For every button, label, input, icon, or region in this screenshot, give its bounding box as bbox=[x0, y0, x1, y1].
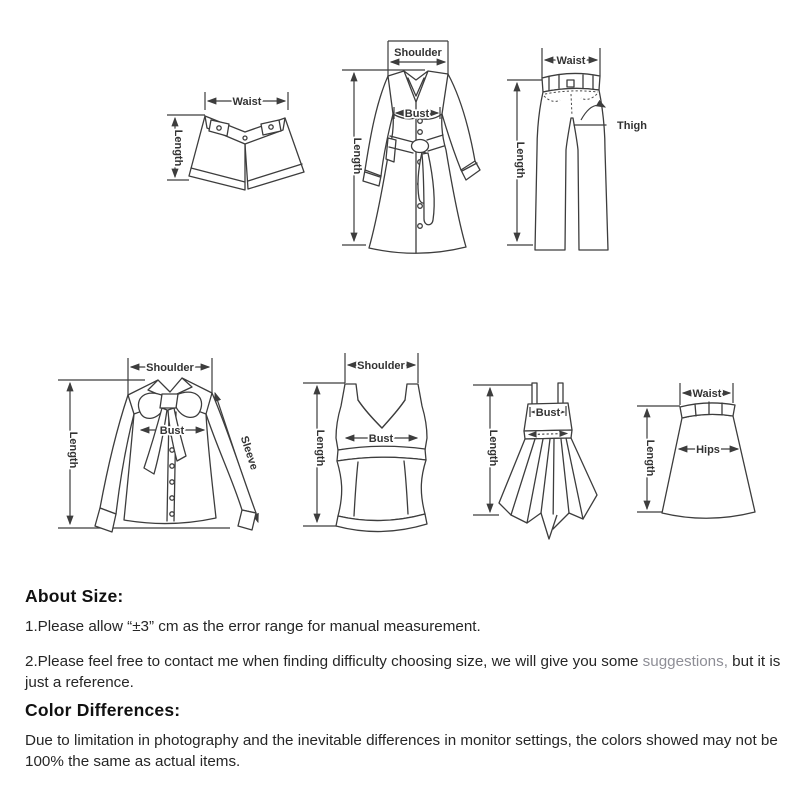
dress-length-label: Length bbox=[487, 429, 499, 467]
pants-diagram bbox=[495, 40, 665, 265]
size-note-1: 1.Please allow “±3” cm as the error range for manual measurement. bbox=[25, 618, 481, 635]
shirt-sleeve-label: Sleeve bbox=[237, 434, 260, 472]
size-note-2-gray-word: suggestions, bbox=[642, 652, 728, 670]
tank-bust-label: Bust bbox=[368, 433, 394, 445]
color-differences-heading: Color Differences: bbox=[25, 699, 181, 720]
coat-bust-label: Bust bbox=[404, 108, 430, 120]
tank-shoulder-label: Shoulder bbox=[357, 360, 405, 372]
pants-thigh-label: Thigh bbox=[617, 120, 647, 132]
tank-top-diagram bbox=[288, 348, 453, 543]
notes-section bbox=[25, 586, 787, 786]
pants-length-label: Length bbox=[514, 141, 526, 179]
about-size-heading: About Size: bbox=[25, 586, 124, 606]
size-note-2 bbox=[25, 651, 787, 694]
shirt-bust-label: Bust bbox=[159, 425, 185, 437]
shirt-diagram bbox=[50, 350, 265, 565]
skirt-length-label: Length bbox=[644, 439, 656, 477]
tank-length-label: Length bbox=[314, 429, 326, 467]
coat-length-label: Length bbox=[351, 137, 363, 175]
color-note: Due to limitation in photography and the inevitable differences in monitor settings, the colors showed may not be 100% the same as actual items. bbox=[25, 731, 778, 771]
skirt-diagram bbox=[610, 368, 765, 528]
dress-bust-label: Bust bbox=[535, 407, 561, 419]
dress-diagram bbox=[453, 363, 603, 548]
size-note-2-prefix: 2.Please feel free to contact me when finding difficulty choosing size, we will give you some bbox=[25, 652, 643, 670]
shorts-diagram bbox=[155, 78, 330, 213]
pants-waist-label: Waist bbox=[556, 55, 586, 67]
shorts-waist-label: Waist bbox=[232, 96, 262, 108]
shirt-shoulder-label: Shoulder bbox=[146, 362, 194, 374]
skirt-waist-label: Waist bbox=[692, 388, 722, 400]
coat-shoulder-label: Shoulder bbox=[394, 47, 442, 59]
skirt-hips-label: Hips bbox=[696, 444, 720, 456]
shorts-length-label: Length bbox=[172, 129, 184, 167]
shirt-length-label: Length bbox=[67, 431, 79, 469]
size-note-2-suffix: but it is just a reference. bbox=[25, 652, 781, 692]
coat-diagram bbox=[330, 28, 495, 268]
